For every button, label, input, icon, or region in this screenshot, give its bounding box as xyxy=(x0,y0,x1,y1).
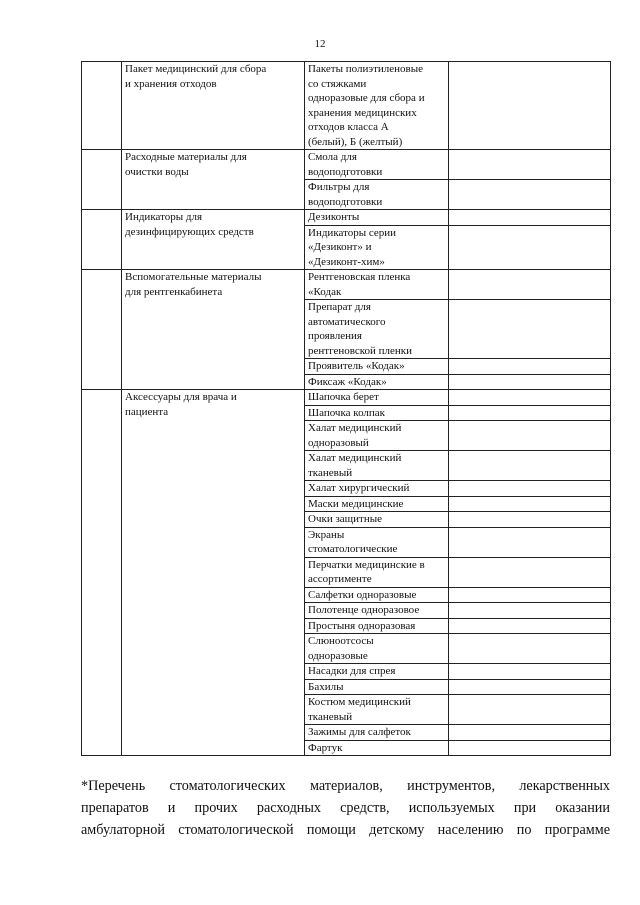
empty-cell xyxy=(449,374,611,390)
item-cell: Препарат для автоматического проявления рентгеновской пленки xyxy=(305,300,449,359)
number-cell xyxy=(82,62,122,150)
item-cell: Рентгеновская пленка «Кодак xyxy=(305,270,449,300)
category-cell: Пакет медицинский для сбора и хранения отходов xyxy=(122,62,305,150)
empty-cell xyxy=(449,634,611,664)
empty-cell xyxy=(449,180,611,210)
item-cell: Полотенце одноразовое xyxy=(305,603,449,619)
empty-cell xyxy=(449,359,611,375)
empty-cell xyxy=(449,527,611,557)
empty-cell xyxy=(449,512,611,528)
empty-cell xyxy=(449,695,611,725)
empty-cell xyxy=(449,300,611,359)
item-cell: Простыня одноразовая xyxy=(305,618,449,634)
page-number: 12 xyxy=(314,38,326,50)
number-cell xyxy=(82,150,122,210)
empty-cell xyxy=(449,405,611,421)
empty-cell xyxy=(449,664,611,680)
supplies-table xyxy=(81,61,611,756)
table-row xyxy=(82,390,611,406)
item-cell: Маски медицинские xyxy=(305,496,449,512)
empty-cell xyxy=(449,62,611,150)
item-cell: Шапочка берет xyxy=(305,390,449,406)
item-cell: Салфетки одноразовые xyxy=(305,587,449,603)
table-row xyxy=(82,210,611,226)
item-cell: Насадки для спрея xyxy=(305,664,449,680)
table-row xyxy=(82,62,611,150)
table-row xyxy=(82,270,611,300)
footnote-line: *Перечень стоматологических материалов, инструментов, лекарственных xyxy=(81,778,610,794)
footnote-line: препаратов и прочих расходных средств, используемых при оказании xyxy=(81,800,610,816)
item-cell: Зажимы для салфеток xyxy=(305,725,449,741)
empty-cell xyxy=(449,557,611,587)
item-cell: Дезиконты xyxy=(305,210,449,226)
empty-cell xyxy=(449,390,611,406)
item-cell: Слюноотсосы одноразовые xyxy=(305,634,449,664)
table-body xyxy=(82,62,611,756)
number-cell xyxy=(82,210,122,270)
item-cell: Перчатки медицинские в ассортименте xyxy=(305,557,449,587)
item-cell: Халат хирургический xyxy=(305,481,449,497)
empty-cell xyxy=(449,225,611,270)
empty-cell xyxy=(449,150,611,180)
empty-cell xyxy=(449,587,611,603)
item-cell: Костюм медицинский тканевый xyxy=(305,695,449,725)
item-cell: Смола для водоподготовки xyxy=(305,150,449,180)
empty-cell xyxy=(449,421,611,451)
item-cell: Экраны стоматологические xyxy=(305,527,449,557)
empty-cell xyxy=(449,618,611,634)
item-cell: Халат медицинский одноразовый xyxy=(305,421,449,451)
item-cell: Проявитель «Кодак» xyxy=(305,359,449,375)
number-cell xyxy=(82,270,122,390)
item-cell: Фиксаж «Кодак» xyxy=(305,374,449,390)
footnote-line: амбулаторной стоматологической помощи детскому населению по программе xyxy=(81,822,610,838)
empty-cell xyxy=(449,496,611,512)
item-cell: Халат медицинский тканевый xyxy=(305,451,449,481)
empty-cell xyxy=(449,603,611,619)
item-cell: Пакеты полиэтиленовые со стяжками одноразовые для сбора и хранения медицинских отходов класса А (белый), Б (желтый) xyxy=(305,62,449,150)
category-cell: Расходные материалы для очистки воды xyxy=(122,150,305,210)
empty-cell xyxy=(449,210,611,226)
category-cell: Аксессуары для врача и пациента xyxy=(122,390,305,756)
item-cell: Фильтры для водоподготовки xyxy=(305,180,449,210)
footnote xyxy=(81,775,610,841)
item-cell: Бахилы xyxy=(305,679,449,695)
empty-cell xyxy=(449,481,611,497)
category-cell: Индикаторы для дезинфицирующих средств xyxy=(122,210,305,270)
item-cell: Очки защитные xyxy=(305,512,449,528)
number-cell xyxy=(82,390,122,756)
table-row xyxy=(82,150,611,180)
empty-cell xyxy=(449,451,611,481)
empty-cell xyxy=(449,679,611,695)
category-cell: Вспомогательные материалы для рентгенкабинета xyxy=(122,270,305,390)
item-cell: Фартук xyxy=(305,740,449,756)
empty-cell xyxy=(449,740,611,756)
item-cell: Индикаторы серии «Дезиконт» и «Дезиконт-хим» xyxy=(305,225,449,270)
empty-cell xyxy=(449,270,611,300)
item-cell: Шапочка колпак xyxy=(305,405,449,421)
empty-cell xyxy=(449,725,611,741)
